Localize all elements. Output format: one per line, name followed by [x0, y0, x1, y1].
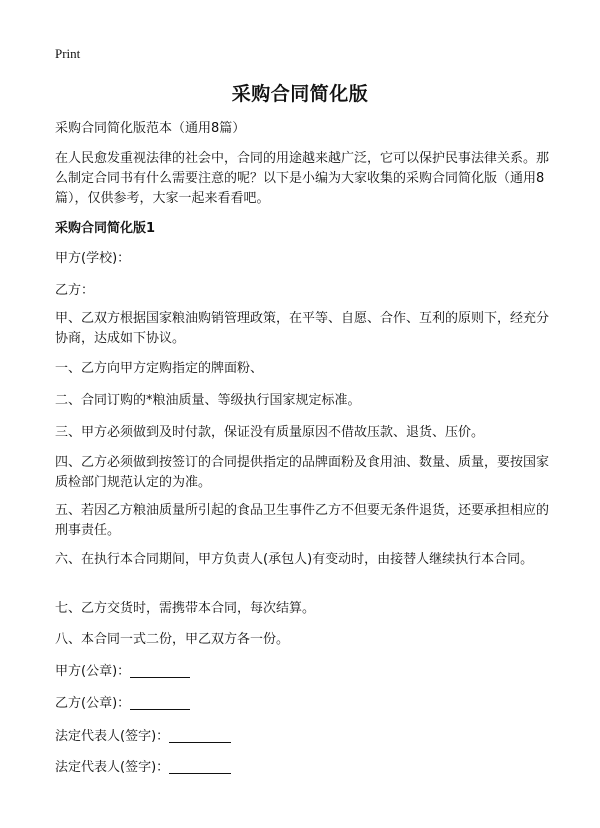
section-title: 采购合同简化版1	[55, 221, 156, 236]
document-subtitle: 采购合同简化版范本（通用8篇）	[55, 121, 246, 136]
clause-3: 三、甲方必须做到及时付款，保证没有质量原因不借故压款、退货、压价。	[55, 425, 485, 440]
party-b-line: 乙方：	[55, 283, 95, 298]
clause-1: 一、乙方向甲方定购指定的牌面粉、	[55, 361, 264, 376]
legal-rep-1-label: 法定代表人(签字)：	[55, 729, 170, 744]
party-a-seal-line	[130, 663, 190, 678]
clause-8: 八、本合同一式二份，甲乙双方各一份。	[55, 632, 290, 647]
clause-7: 七、乙方交货时，需携带本合同，每次结算。	[55, 601, 316, 616]
legal-rep-2-line	[169, 759, 231, 774]
party-b-seal-row	[55, 694, 550, 714]
legal-rep-2-row	[55, 758, 550, 778]
party-b-seal-label: 乙方(公章)：	[55, 696, 131, 711]
intro-paragraph: 在人民愈发重视法律的社会中，合同的用途越来越广泛，它可以保护民事法律关系。那么制定合同书有什么需要注意的呢？以下是小编为大家收集的采购合同简化版（通用8篇），仅供参考，大家一起来看看吧。	[55, 151, 550, 206]
preamble-paragraph: 甲、乙双方根据国家粮油购销管理政策，在平等、自愿、合作、互利的原则下，经充分协商，达成如下协议。	[55, 311, 550, 346]
party-a-line: 甲方(学校)：	[55, 251, 131, 266]
document-title: 采购合同简化版	[231, 83, 369, 105]
clause-4: 四、乙方必须做到按签订的合同提供指定的品牌面粉及食用油、数量、质量，要按国家质检部门规范认定的为准。	[55, 455, 550, 490]
party-a-seal-label: 甲方(公章)：	[55, 664, 131, 679]
print-link[interactable]: Print	[55, 46, 81, 61]
legal-rep-2-label: 法定代表人(签字)：	[55, 760, 170, 775]
legal-rep-1-row	[55, 727, 550, 747]
party-a-seal-row	[55, 662, 550, 682]
clause-2: 二、合同订购的*粮油质量、等级执行国家规定标准。	[55, 393, 361, 408]
party-b-seal-line	[130, 695, 190, 710]
clause-6: 六、在执行本合同期间，甲方负责人(承包人)有变动时，由接替人继续执行本合同。	[55, 552, 534, 567]
clause-5: 五、若因乙方粮油质量所引起的食品卫生事件乙方不但要无条件退货，还要承担相应的刑事责任。	[55, 503, 550, 538]
legal-rep-1-line	[169, 728, 231, 743]
